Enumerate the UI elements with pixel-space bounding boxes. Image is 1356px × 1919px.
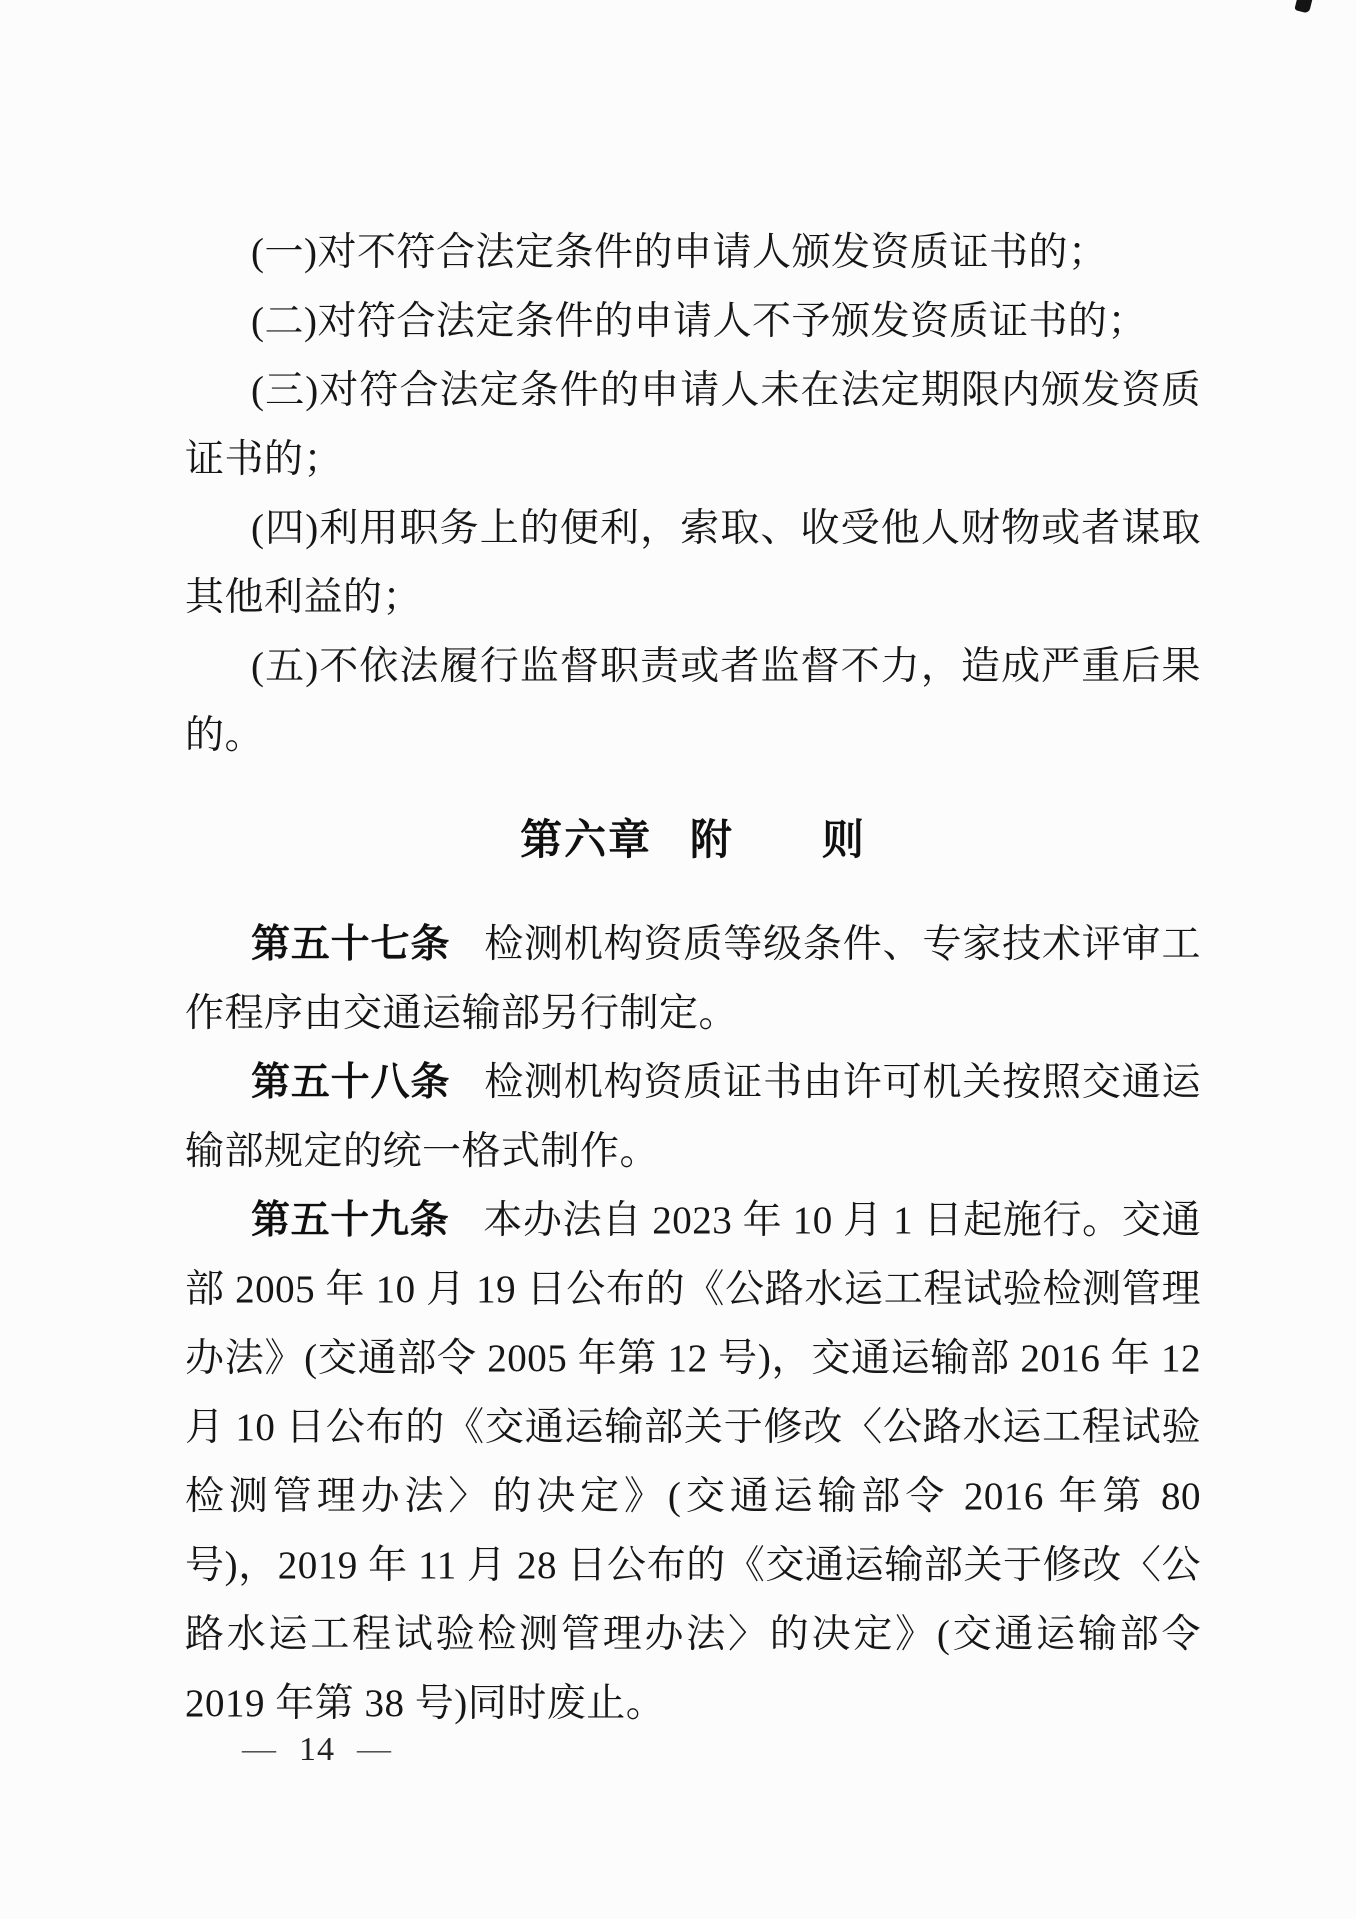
list-item: (三)对符合法定条件的申请人未在法定期限内颁发资质证书的； bbox=[185, 369, 1201, 481]
list-item: (五)不依法履行监督职责或者监督不力，造成严重后果的。 bbox=[185, 645, 1201, 757]
document-body bbox=[185, 218, 1201, 1738]
article-text: 本办法自 2023 年 10 月 1 日起施行。交通部 2005 年 10 月 19 日公布的《公路水运工程试验检测管理办法》(交通部令 2005 年第 12 号)，交通运输部 2016 年 12 月 10 日公布的《交通运输部关于修改〈公路水运工程试验检测管理办法〉的决定》(交通运输部令 2016 年第 80 号)，2019 年 11 月 28 日公布的《交通运输部关于修改〈公路水运工程试验检测管理办法〉的决定》(交通运输部令 2019 年第 38 号)同时废止。 bbox=[185, 1199, 1201, 1725]
article-number: 第五十八条 bbox=[251, 1061, 451, 1104]
chapter-title: 附 则 bbox=[689, 816, 866, 863]
footer-left-dash: — bbox=[242, 1734, 277, 1765]
list-item: (一)对不符合法定条件的申请人颁发资质证书的； bbox=[251, 231, 1108, 274]
article-paragraph bbox=[185, 910, 1201, 1048]
scan-artifact-mark bbox=[1294, 0, 1312, 14]
list-item: (二)对符合法定条件的申请人不予颁发资质证书的； bbox=[251, 300, 1147, 343]
page-footer bbox=[242, 1726, 392, 1774]
article-paragraph bbox=[185, 1186, 1201, 1738]
footer-right-dash: — bbox=[357, 1734, 392, 1765]
article-text: 检测机构资质等级条件、专家技术评审工作程序由交通运输部另行制定。 bbox=[185, 923, 1201, 1035]
chapter-heading bbox=[185, 805, 1201, 874]
chapter-number: 第六章 bbox=[520, 816, 653, 863]
page-number: 14 bbox=[299, 1731, 335, 1768]
article-paragraph bbox=[185, 1048, 1201, 1186]
article-text: 检测机构资质证书由许可机关按照交通运输部规定的统一格式制作。 bbox=[185, 1061, 1201, 1173]
article-number: 第五十七条 bbox=[251, 923, 451, 966]
list-item: (四)利用职务上的便利，索取、收受他人财物或者谋取其他利益的； bbox=[185, 507, 1201, 619]
article-number: 第五十九条 bbox=[251, 1199, 450, 1242]
